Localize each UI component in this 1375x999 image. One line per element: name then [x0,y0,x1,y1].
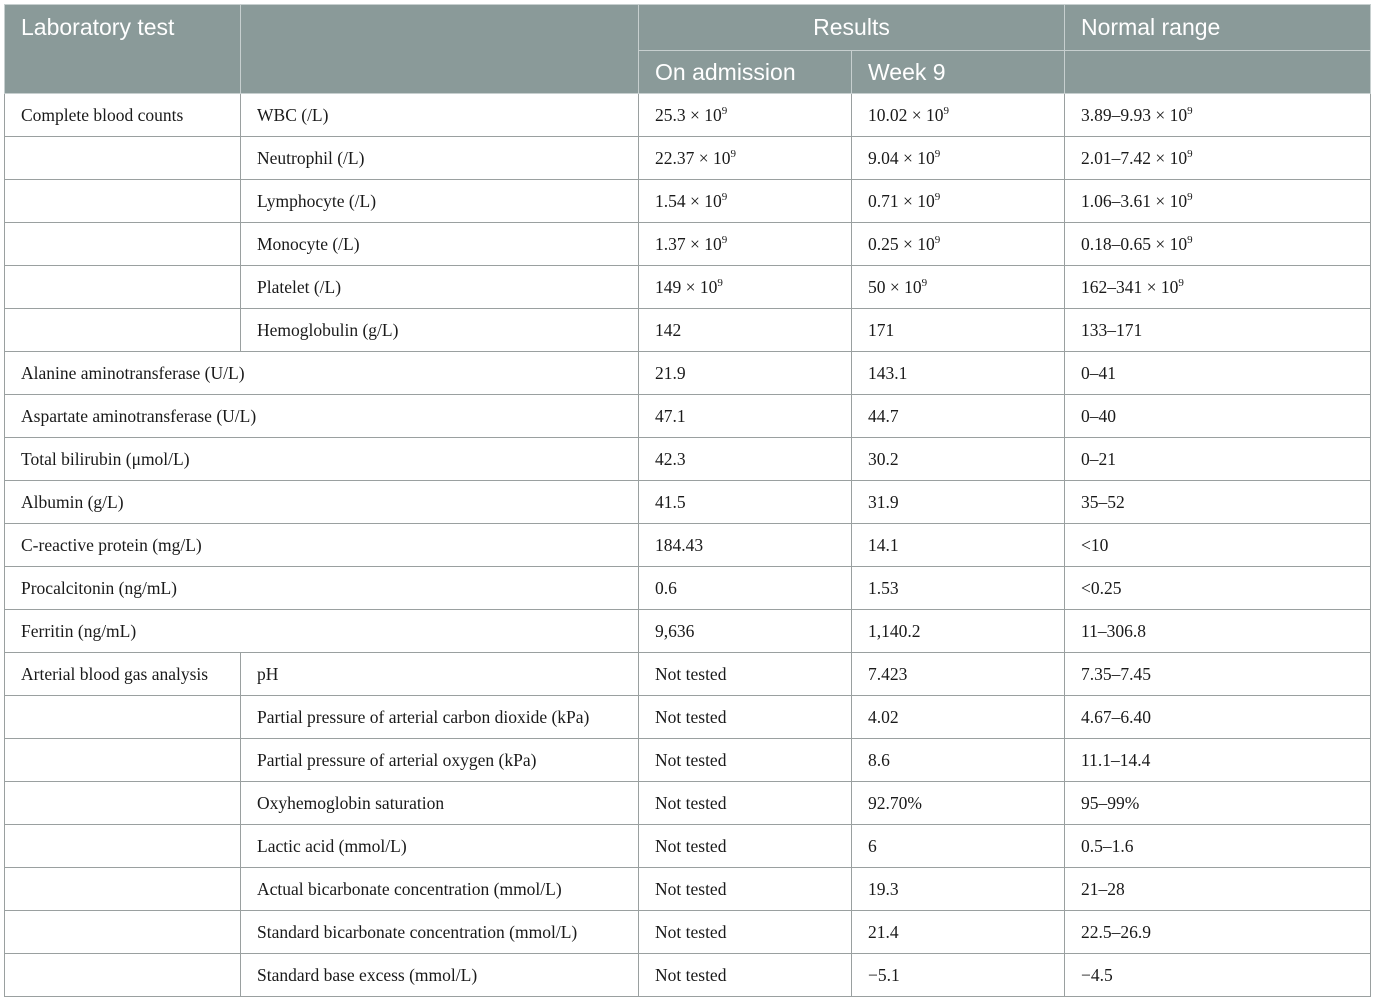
test-item-cell: Oxyhemoglobin saturation [241,782,639,825]
week-9-cell-text: 9.04 × 10 [868,147,935,168]
on-admission-cell-text: Not tested [655,663,727,684]
on-admission-cell [639,94,852,137]
on-admission-cell [639,825,852,868]
on-admission-cell [639,352,852,395]
test-group-cell [5,825,241,868]
normal-range-cell [1065,696,1371,739]
on-admission-cell-text: 1.37 × 10 [655,233,722,254]
test-name-cell: Ferritin (ng/mL) [5,610,639,653]
table-row [5,911,1371,954]
test-group-cell [5,954,241,997]
on-admission-cell [639,223,852,266]
on-admission-cell [639,567,852,610]
test-group-cell: Arterial blood gas analysis [5,653,241,696]
normal-range-cell [1065,782,1371,825]
test-item-cell: Monocyte (/L) [241,223,639,266]
test-name-cell: Procalcitonin (ng/mL) [5,567,639,610]
normal-range-cell [1065,438,1371,481]
on-admission-cell [639,868,852,911]
week-9-cell [852,395,1065,438]
header-normal-range: Normal range [1065,5,1371,51]
normal-range-cell-text: <10 [1081,534,1109,555]
on-admission-cell-text: Not tested [655,878,727,899]
on-admission-cell-text: Not tested [655,964,727,985]
table-row [5,696,1371,739]
lab-results-table [4,4,1371,997]
table-row [5,395,1371,438]
week-9-cell [852,610,1065,653]
week-9-cell [852,825,1065,868]
test-group-cell [5,696,241,739]
week-9-cell-text: 171 [868,319,895,340]
normal-range-cell-text: 0.18–0.65 × 10 [1081,233,1188,254]
test-item-cell: Partial pressure of arterial oxygen (kPa) [241,739,639,782]
on-admission-cell [639,395,852,438]
normal-range-cell-text: 0–41 [1081,362,1117,383]
on-admission-cell-text: Not tested [655,749,727,770]
on-admission-cell-text: Not tested [655,921,727,942]
on-admission-cell-text: Not tested [655,792,727,813]
normal-range-cell-text: 0.5–1.6 [1081,835,1134,856]
table-row [5,825,1371,868]
on-admission-cell-exponent: 9 [721,233,728,246]
table-row [5,309,1371,352]
normal-range-cell-text: 162–341 × 10 [1081,276,1179,297]
test-group-cell: Complete blood counts [5,94,241,137]
test-group-cell [5,180,241,223]
test-group-cell [5,223,241,266]
normal-range-cell-text: 3.89–9.93 × 10 [1081,104,1188,125]
test-group-cell [5,137,241,180]
normal-range-cell [1065,223,1371,266]
test-name-cell: Albumin (g/L) [5,481,639,524]
table-row [5,266,1371,309]
on-admission-cell [639,481,852,524]
week-9-cell-text: 50 × 10 [868,276,922,297]
normal-range-cell-exponent: 9 [1187,233,1193,246]
on-admission-cell-text: 184.43 [655,534,704,555]
on-admission-cell-text: 47.1 [655,405,686,426]
test-item-cell: Lymphocyte (/L) [241,180,639,223]
on-admission-cell [639,739,852,782]
table-row [5,954,1371,997]
week-9-cell-exponent: 9 [934,233,941,246]
normal-range-cell-text: −4.5 [1081,964,1113,985]
table-row [5,352,1371,395]
normal-range-cell [1065,739,1371,782]
normal-range-cell [1065,868,1371,911]
week-9-cell-exponent: 9 [921,276,928,289]
normal-range-cell-exponent: 9 [1187,104,1193,117]
table-row [5,782,1371,825]
week-9-cell-text: 92.70% [868,792,922,813]
week-9-cell [852,567,1065,610]
week-9-cell-text: 6 [868,835,877,856]
on-admission-cell [639,309,852,352]
on-admission-cell [639,954,852,997]
test-group-cell [5,309,241,352]
on-admission-cell-text: 149 × 10 [655,276,718,297]
normal-range-cell-text: 35–52 [1081,491,1125,512]
on-admission-cell-exponent: 9 [721,104,728,117]
test-group-cell [5,266,241,309]
week-9-cell-exponent: 9 [934,147,941,160]
week-9-cell [852,954,1065,997]
test-item-cell: Hemoglobulin (g/L) [241,309,639,352]
test-group-cell [5,911,241,954]
normal-range-cell-text: 0–40 [1081,405,1117,426]
test-item-cell: Standard base excess (mmol/L) [241,954,639,997]
test-item-cell: Actual bicarbonate concentration (mmol/L) [241,868,639,911]
week-9-cell-text: 8.6 [868,749,890,770]
normal-range-cell [1065,524,1371,567]
week-9-cell [852,352,1065,395]
on-admission-cell-exponent: 9 [717,276,723,289]
week-9-cell-text: 4.02 [868,706,899,727]
table-row [5,94,1371,137]
normal-range-cell [1065,825,1371,868]
normal-range-cell [1065,395,1371,438]
week-9-cell [852,524,1065,567]
table-row [5,868,1371,911]
week-9-cell-text: 143.1 [868,362,908,383]
header-laboratory-test: Laboratory test [5,5,241,94]
on-admission-cell [639,782,852,825]
normal-range-cell [1065,352,1371,395]
on-admission-cell [639,180,852,223]
week-9-cell [852,911,1065,954]
normal-range-cell [1065,94,1371,137]
test-item-cell: Lactic acid (mmol/L) [241,825,639,868]
test-group-cell [5,868,241,911]
week-9-cell-text: 7.423 [868,663,908,684]
table-row [5,610,1371,653]
table-row [5,481,1371,524]
normal-range-cell-text: 4.67–6.40 [1081,706,1152,727]
week-9-cell-text: 0.25 × 10 [868,233,935,254]
on-admission-cell [639,610,852,653]
on-admission-cell-text: 9,636 [655,620,695,641]
normal-range-cell-text: 95–99% [1081,792,1140,813]
on-admission-cell [639,524,852,567]
on-admission-cell [639,438,852,481]
on-admission-cell-text: 42.3 [655,448,686,469]
test-item-cell: pH [241,653,639,696]
normal-range-cell-exponent: 9 [1187,190,1193,203]
normal-range-cell-text: 11–306.8 [1081,620,1146,641]
week-9-cell-text: 0.71 × 10 [868,190,935,211]
week-9-cell [852,481,1065,524]
test-name-cell: C-reactive protein (mg/L) [5,524,639,567]
normal-range-cell-text: 22.5–26.9 [1081,921,1152,942]
week-9-cell [852,137,1065,180]
week-9-cell-exponent: 9 [934,190,941,203]
on-admission-cell-text: 25.3 × 10 [655,104,722,125]
test-item-cell: Platelet (/L) [241,266,639,309]
week-9-cell-text: 44.7 [868,405,899,426]
week-9-cell [852,739,1065,782]
normal-range-cell-text: 1.06–3.61 × 10 [1081,190,1188,211]
test-name-cell: Aspartate aminotransferase (U/L) [5,395,639,438]
table-row [5,223,1371,266]
week-9-cell [852,438,1065,481]
on-admission-cell-text: 21.9 [655,362,686,383]
test-item-cell: Neutrophil (/L) [241,137,639,180]
normal-range-cell [1065,954,1371,997]
normal-range-cell-text: 0–21 [1081,448,1117,469]
on-admission-cell-exponent: 9 [721,190,728,203]
on-admission-cell [639,137,852,180]
on-admission-cell-text: 0.6 [655,577,677,598]
week-9-cell [852,309,1065,352]
normal-range-cell [1065,266,1371,309]
normal-range-cell [1065,137,1371,180]
normal-range-cell [1065,309,1371,352]
test-name-cell: Total bilirubin (μmol/L) [5,438,639,481]
week-9-cell-text: 1.53 [868,577,899,598]
week-9-cell-text: 31.9 [868,491,899,512]
week-9-cell [852,266,1065,309]
test-item-cell: Standard bicarbonate concentration (mmol/L) [241,911,639,954]
week-9-cell-text: 1,140.2 [868,620,921,641]
on-admission-cell-text: 1.54 × 10 [655,190,722,211]
normal-range-cell-text: 2.01–7.42 × 10 [1081,147,1188,168]
normal-range-cell [1065,567,1371,610]
on-admission-cell [639,911,852,954]
test-group-cell [5,739,241,782]
header-blank [241,5,639,94]
normal-range-cell-text: 21–28 [1081,878,1125,899]
table-row [5,653,1371,696]
week-9-cell [852,180,1065,223]
on-admission-cell-exponent: 9 [730,147,736,160]
week-9-cell [852,868,1065,911]
on-admission-cell-text: 142 [655,319,682,340]
on-admission-cell-text: 41.5 [655,491,686,512]
week-9-cell [852,653,1065,696]
week-9-cell-text: 30.2 [868,448,899,469]
normal-range-cell-text: 7.35–7.45 [1081,663,1152,684]
on-admission-cell [639,653,852,696]
on-admission-cell-text: 22.37 × 10 [655,147,731,168]
normal-range-cell [1065,180,1371,223]
test-group-cell [5,782,241,825]
week-9-cell-text: 21.4 [868,921,899,942]
test-name-cell: Alanine aminotransferase (U/L) [5,352,639,395]
normal-range-cell [1065,653,1371,696]
table-header [5,5,1371,94]
week-9-cell-text: 14.1 [868,534,899,555]
on-admission-cell [639,266,852,309]
table-row [5,739,1371,782]
week-9-cell-exponent: 9 [943,104,949,117]
table-row [5,137,1371,180]
normal-range-cell-text: 11.1–14.4 [1081,749,1151,770]
table-body [5,94,1371,997]
on-admission-cell-text: Not tested [655,706,727,727]
normal-range-cell [1065,911,1371,954]
normal-range-cell-exponent: 9 [1178,276,1184,289]
table-row [5,524,1371,567]
test-item-cell: WBC (/L) [241,94,639,137]
table-row [5,567,1371,610]
week-9-cell [852,696,1065,739]
normal-range-cell-exponent: 9 [1187,147,1193,160]
week-9-cell [852,223,1065,266]
week-9-cell-text: −5.1 [868,964,900,985]
test-item-cell: Partial pressure of arterial carbon dioxide (kPa) [241,696,639,739]
header-normal-blank [1065,51,1371,94]
normal-range-cell-text: 133–171 [1081,319,1143,340]
normal-range-cell-text: <0.25 [1081,577,1122,598]
on-admission-cell-text: Not tested [655,835,727,856]
normal-range-cell [1065,481,1371,524]
week-9-cell [852,94,1065,137]
on-admission-cell [639,696,852,739]
header-results: Results [639,5,1065,51]
header-on-admission: On admission [639,51,852,94]
table-row [5,180,1371,223]
week-9-cell [852,782,1065,825]
week-9-cell-text: 10.02 × 10 [868,104,944,125]
header-week-9: Week 9 [852,51,1065,94]
normal-range-cell [1065,610,1371,653]
table-row [5,438,1371,481]
week-9-cell-text: 19.3 [868,878,899,899]
